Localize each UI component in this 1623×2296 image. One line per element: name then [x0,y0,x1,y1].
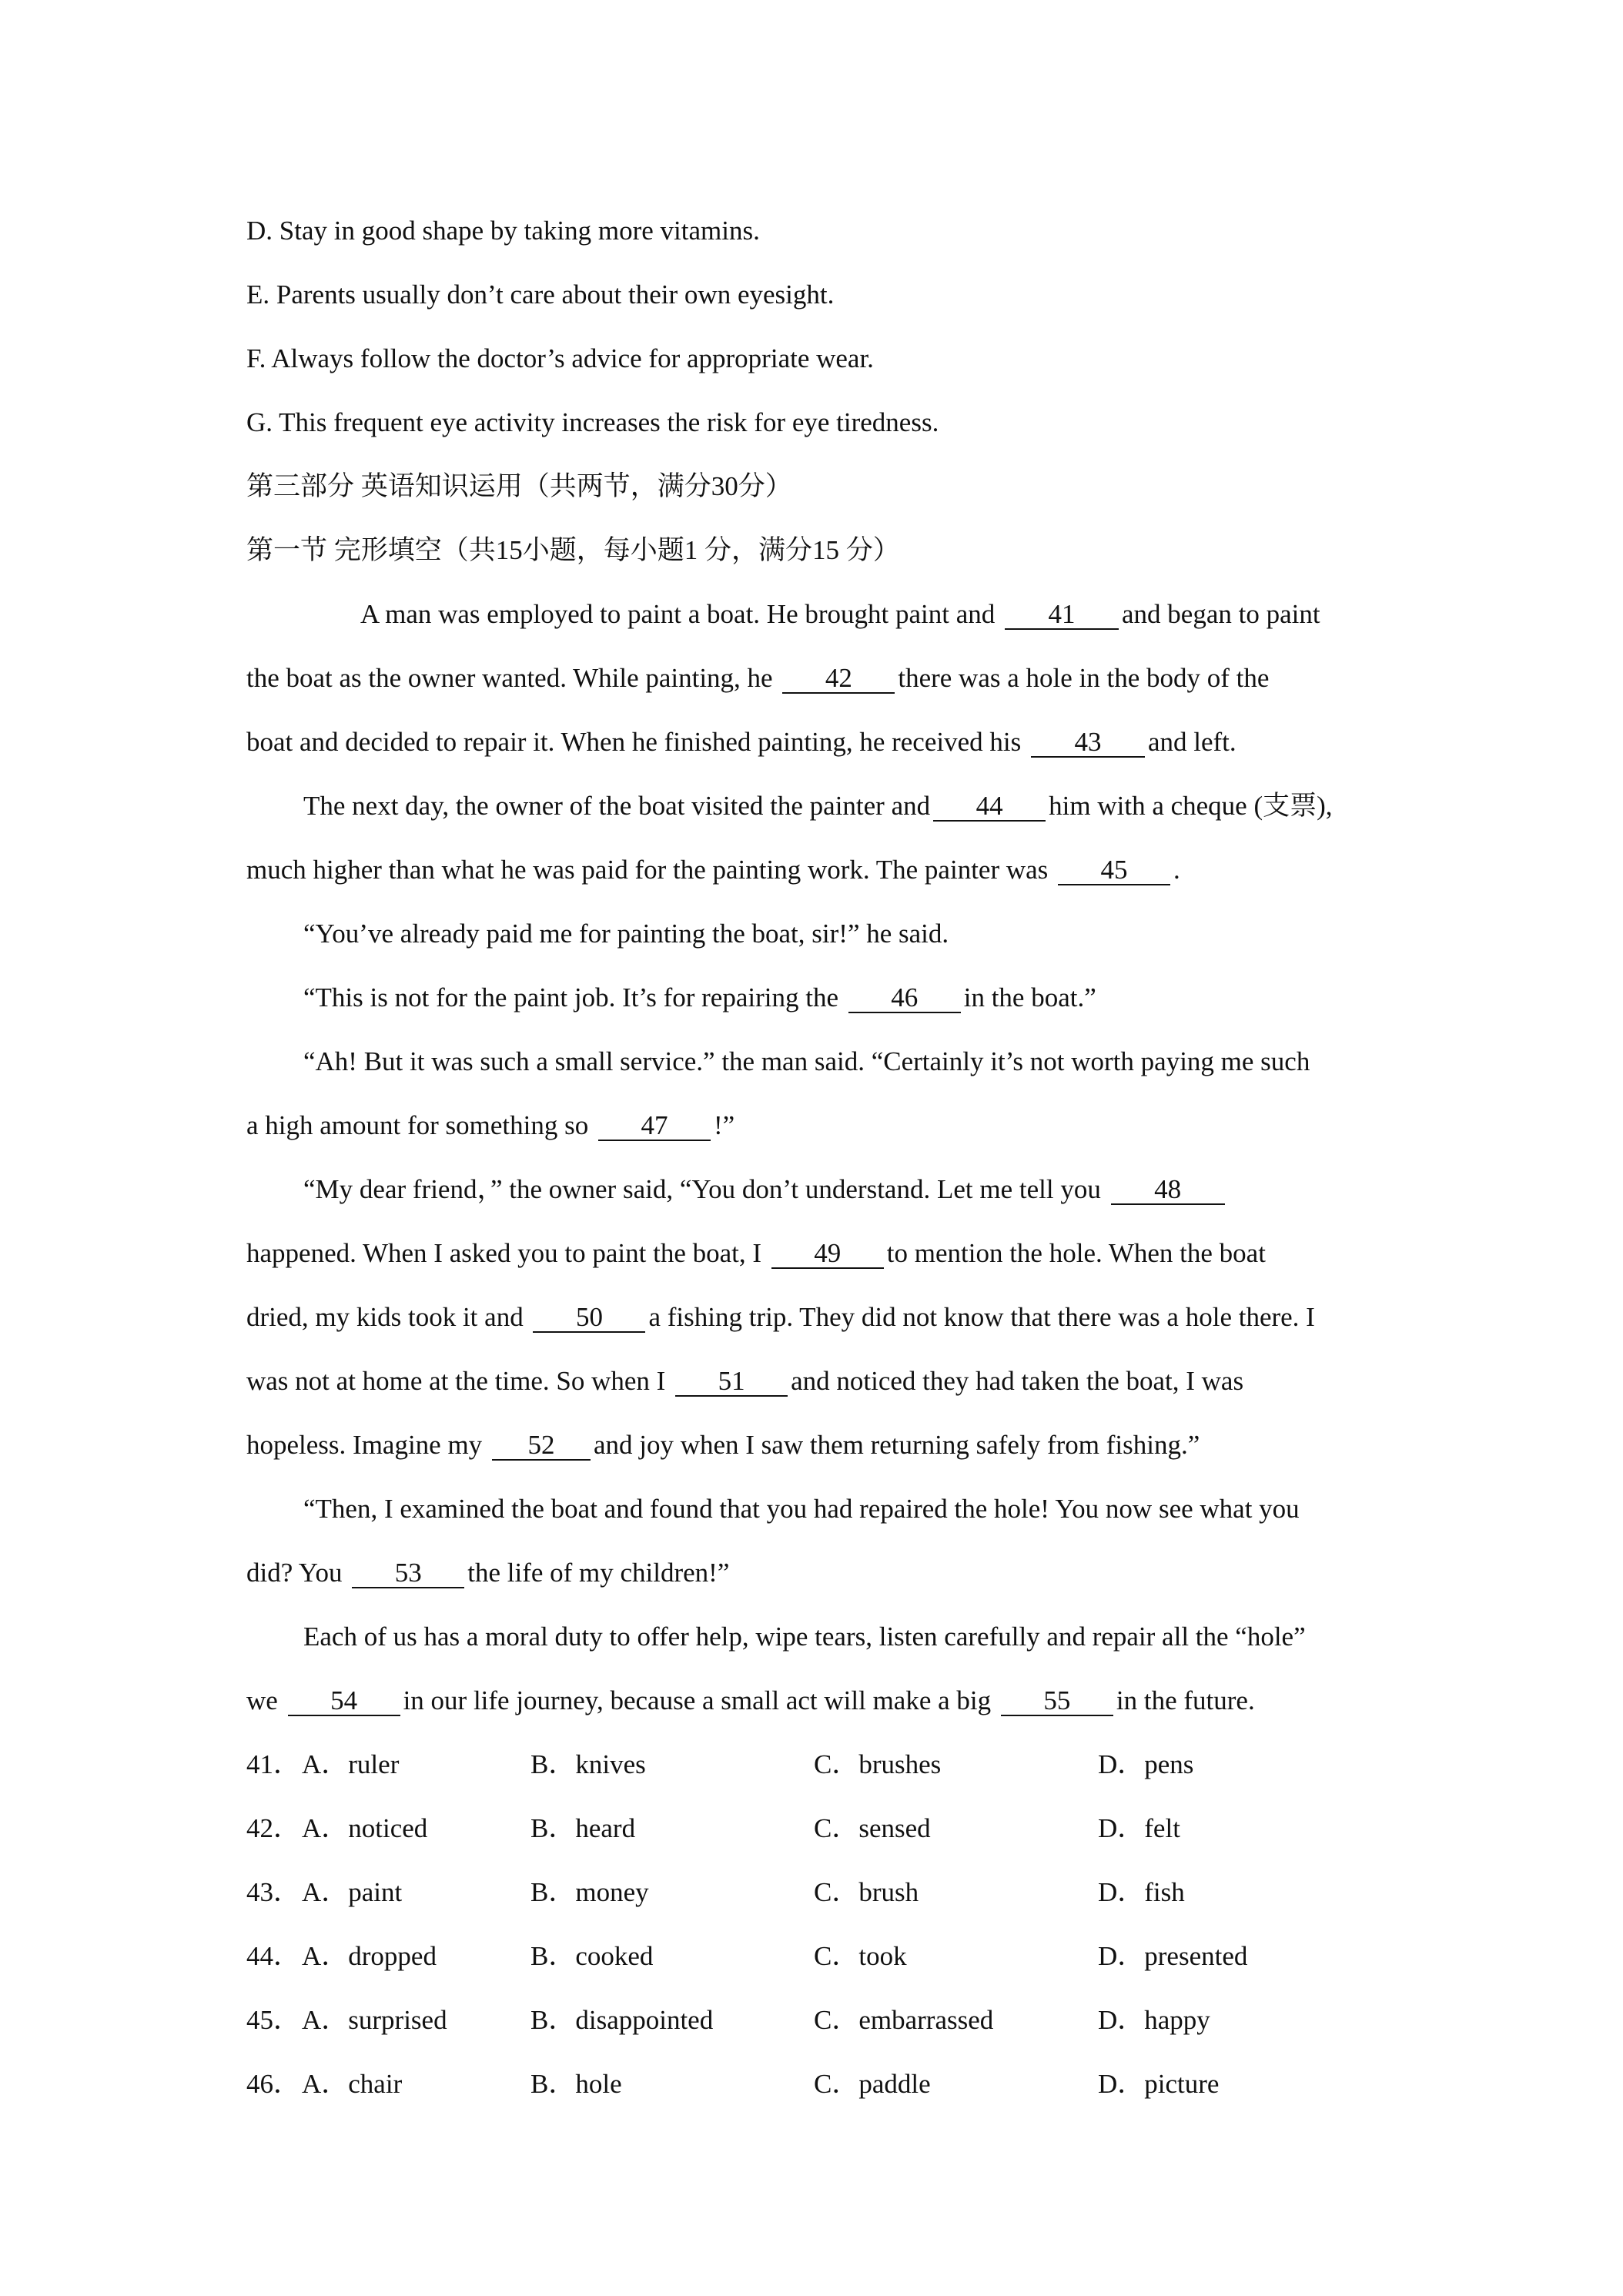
passage-line: we 54 in our life journey, because a small act will make a big 55 in the future. [246,1685,1255,1715]
option-c: C．took [814,1941,907,1971]
blank-53: 53 [352,1559,464,1588]
question-number: 43． [246,1877,301,1907]
option-e-text: E. Parents usually don’t care about their own eyesight. [246,279,835,310]
passage-line: the boat as the owner wanted. While painting, he 42 there was a hole in the body of the [246,663,1270,693]
question-row [246,1876,1401,1909]
passage-line: was not at home at the time. So when I 51 and noticed they had taken the boat, I was [246,1366,1244,1396]
blank-47: 47 [598,1112,711,1141]
option-a: A．paint [302,1877,403,1907]
passage-line: “Then, I examined the boat and found that you had repaired the hole! You now see what you [303,1494,1300,1524]
option-b: B．cooked [530,1941,654,1971]
option-a: A．chair [302,2069,403,2099]
option-b: B．heard [530,1813,636,1843]
option-c: C．brush [814,1877,919,1907]
blank-42: 42 [782,664,895,694]
passage-line: “My dear friend，” the owner said, “You don’t understand. Let me tell you 48 [303,1173,1228,1207]
blank-55: 55 [1001,1687,1113,1716]
passage-line: “You’ve already paid me for painting the boat, sir!” he said. [303,919,949,949]
blank-45: 45 [1058,856,1170,885]
option-d: D．pens [1098,1749,1194,1779]
question-row [246,1748,1401,1782]
blank-43: 43 [1031,728,1145,758]
passage-line: The next day, the owner of the boat visited the painter and 44 him with a cheque (支票), [303,791,1333,821]
passage-line: “This is not for the paint job. It’s for repairing the 46 in the boat.” [303,982,1096,1012]
option-d: D．picture [1098,2069,1220,2099]
passage-line: a high amount for something so 47 !” [246,1110,735,1140]
option-b: B．knives [530,1749,646,1779]
passage-line: did? You 53 the life of my children!” [246,1558,730,1588]
passage-line: happened. When I asked you to paint the boat, I 49 to mention the hole. When the boat [246,1238,1266,1268]
passage-line: “Ah! But it was such a small service.” the man said. “Certainly it’s not worth paying me such [303,1046,1310,1076]
passage-line: hopeless. Imagine my 52 and joy when I saw them returning safely from fishing.” [246,1430,1200,1460]
option-d-text: D. Stay in good shape by taking more vitamins. [246,216,760,246]
question-number: 42． [246,1813,301,1843]
question-row [246,1812,1401,1846]
option-d: D．fish [1098,1877,1185,1907]
option-a: A．dropped [302,1941,437,1971]
blank-41: 41 [1005,601,1119,630]
option-b: B．money [530,1877,649,1907]
option-d: D．presented [1098,1941,1248,1971]
part3-heading: 第三部分 英语知识运用（共两节，满分30分） [246,471,792,501]
blank-49: 49 [771,1240,884,1269]
option-a: A．ruler [302,1749,400,1779]
passage-line: dried, my kids took it and 50 a fishing trip. They did not know that there was a hole there. I [246,1302,1315,1332]
passage-line: boat and decided to repair it. When he finished painting, he received his 43 and left. [246,727,1236,757]
option-c: C．embarrassed [814,2005,994,2035]
passage-line: A man was employed to paint a boat. He brought paint and 41 and began to paint [360,599,1320,629]
blank-52: 52 [492,1431,591,1461]
option-a: A．surprised [302,2005,447,2035]
question-number: 44． [246,1941,301,1971]
question-row [246,2003,1401,2037]
question-number: 46． [246,2069,301,2099]
option-c: C．brushes [814,1749,942,1779]
section1-heading: 第一节 完形填空（共15小题，每小题1 分，满分15 分） [246,535,900,565]
blank-54: 54 [288,1687,400,1716]
option-b: B．hole [530,2069,622,2099]
option-f-text: F. Always follow the doctor’s advice for appropriate wear. [246,343,874,373]
option-g-text: G. This frequent eye activity increases the risk for eye tiredness. [246,407,939,437]
blank-46: 46 [848,984,961,1013]
blank-50: 50 [533,1304,645,1333]
blank-44: 44 [933,792,1046,822]
passage-line: much higher than what he was paid for the painting work. The painter was 45 . [246,855,1180,885]
option-d: D．felt [1098,1813,1180,1843]
option-a: A．noticed [302,1813,428,1843]
option-b: B．disappointed [530,2005,714,2035]
option-c: C．paddle [814,2069,931,2099]
blank-51: 51 [675,1367,788,1397]
passage-line: Each of us has a moral duty to offer help, wipe tears, listen carefully and repair all the “hole” [303,1622,1306,1652]
question-row [246,1940,1401,1973]
option-c: C．sensed [814,1813,931,1843]
question-row [246,2067,1401,2101]
question-number: 45． [246,2005,301,2035]
option-d: D．happy [1098,2005,1210,2035]
question-number: 41． [246,1749,301,1779]
blank-48: 48 [1111,1176,1225,1205]
